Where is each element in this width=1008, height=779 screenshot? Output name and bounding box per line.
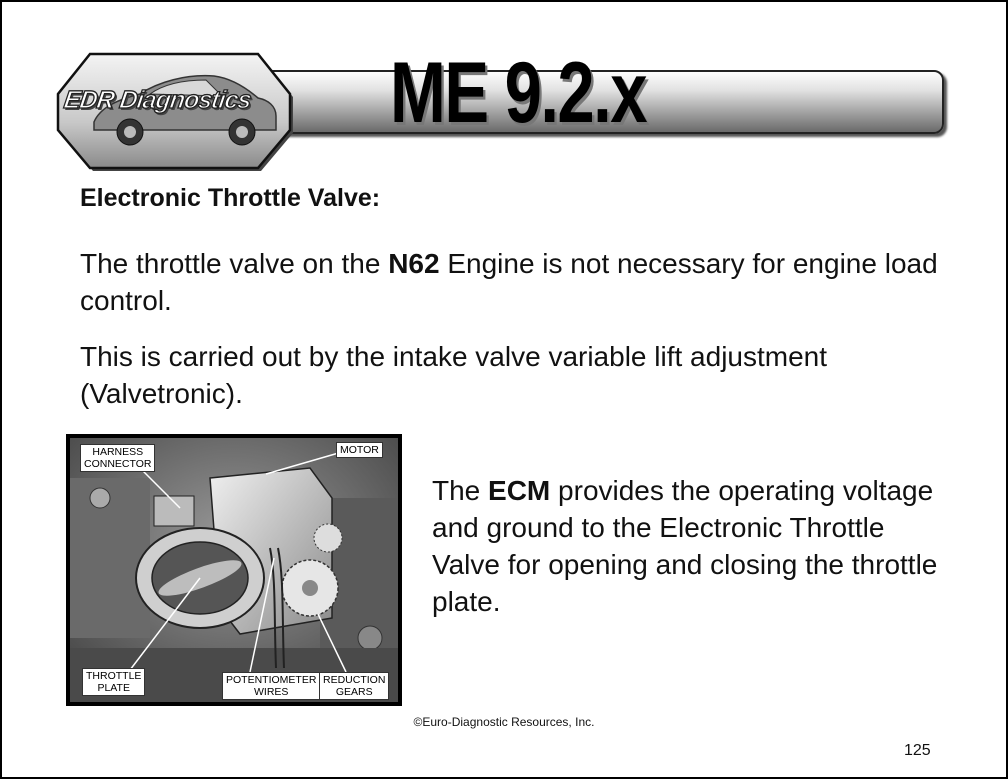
callout-pot-line1: POTENTIOMETER xyxy=(226,674,317,686)
paragraph-valvetronic: This is carried out by the intake valve variable lift adjustment (Valvetronic). xyxy=(80,341,828,409)
throttle-valve-photo xyxy=(66,434,402,706)
callout-motor: MOTOR xyxy=(336,442,383,458)
page-number: 125 xyxy=(904,742,931,759)
callout-gears-line1: REDUCTION xyxy=(323,674,386,686)
callout-throttle-line1: THROTTLE xyxy=(86,670,142,682)
ecm-text-before: The xyxy=(432,475,489,506)
paragraph-ecm xyxy=(432,472,952,620)
logo-text: EDR Diagnostics xyxy=(62,86,253,114)
p1-text-before: The throttle valve on the xyxy=(80,248,389,279)
callout-gears-line2: GEARS xyxy=(335,686,373,698)
callout-pot-line2: WIRES xyxy=(254,686,289,698)
copyright-footer: ©Euro-Diagnostic Resources, Inc. xyxy=(413,715,595,729)
ecm-text-after: provides the operating voltage and ground to the Electronic Throttle Valve for opening and closing the throttle plate. xyxy=(432,475,938,617)
callout-harness-line2: CONNECTOR xyxy=(84,458,152,470)
callout-harness-connector xyxy=(80,444,155,472)
p1-text-after: Engine is not necessary for engine load control. xyxy=(80,248,938,316)
p1-bold-engine: N62 xyxy=(388,248,440,279)
ecm-bold: ECM xyxy=(488,475,551,506)
slide-title: ME 9.2.x xyxy=(390,45,646,141)
section-heading: Electronic Throttle Valve: xyxy=(80,184,381,212)
paragraph-throttle-n62 xyxy=(80,245,940,319)
callout-throttle-line2: PLATE xyxy=(97,682,130,694)
callout-harness-line1: HARNESS xyxy=(92,446,144,458)
callout-potentiometer-wires xyxy=(222,672,320,700)
callout-reduction-gears xyxy=(319,672,389,700)
callout-throttle-plate xyxy=(82,668,145,696)
